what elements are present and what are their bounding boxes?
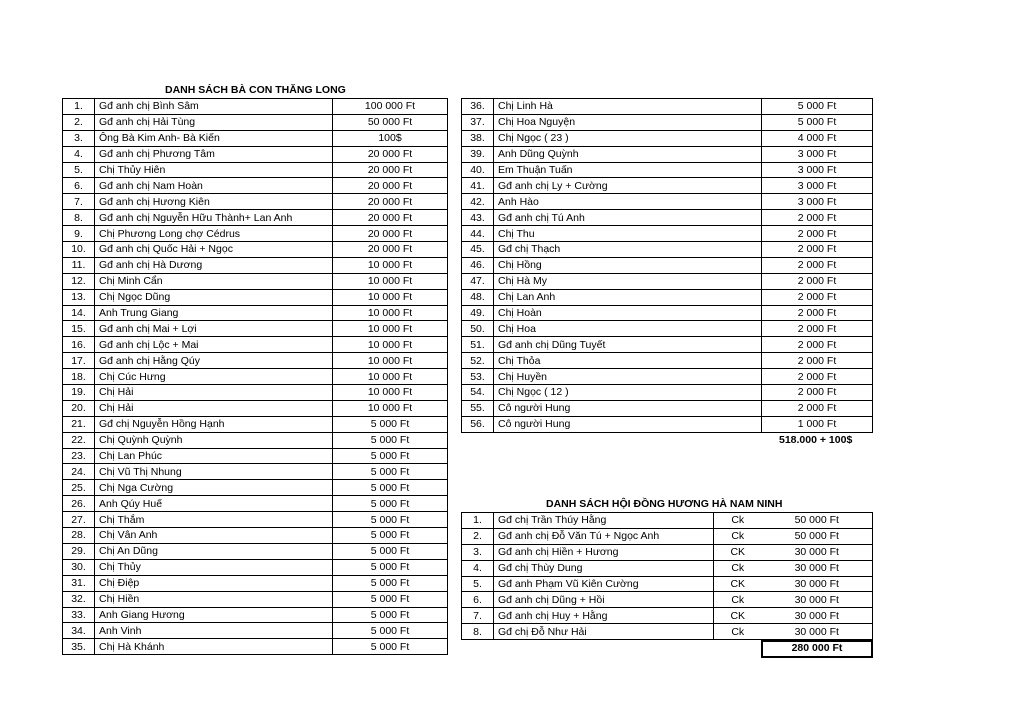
donor-name: Gđ anh chị Nam Hoàn: [95, 178, 333, 194]
table-row: [63, 591, 448, 607]
table-row: [462, 544, 873, 560]
table-row: [462, 608, 873, 624]
donation-amount: 3 000 Ft: [762, 178, 873, 194]
row-number: 12.: [63, 273, 95, 289]
donor-name: Anh Giang Hương: [95, 607, 333, 623]
payment-method: CK: [714, 576, 762, 592]
donation-amount: 3 000 Ft: [762, 194, 873, 210]
table-row: [63, 273, 448, 289]
donor-name: Gđ anh chị Đỗ Văn Tú + Ngọc Anh: [494, 528, 714, 544]
table-row: [63, 321, 448, 337]
table-row: [462, 528, 873, 544]
table-row: [63, 162, 448, 178]
table-row: [462, 305, 873, 321]
row-number: 41.: [462, 178, 494, 194]
donation-amount: 10 000 Ft: [333, 257, 448, 273]
table-row: [462, 353, 873, 369]
donation-amount: 10 000 Ft: [333, 321, 448, 337]
payment-method: Ck: [714, 592, 762, 608]
row-number: 21.: [63, 416, 95, 432]
donation-amount: 2 000 Ft: [762, 385, 873, 401]
donation-amount: 5 000 Ft: [333, 432, 448, 448]
donor-name: Chị Huyền: [494, 369, 762, 385]
donor-name: Gđ chị Nguyễn Hồng Hạnh: [95, 416, 333, 432]
donation-amount: 10 000 Ft: [333, 385, 448, 401]
row-number: 27.: [63, 512, 95, 528]
row-number: 48.: [462, 289, 494, 305]
total-thang-long: 518.000 + 100$: [779, 434, 853, 446]
row-number: 34.: [63, 623, 95, 639]
table-row: [63, 528, 448, 544]
row-number: 25.: [63, 480, 95, 496]
donor-name: Anh Dũng Quỳnh: [494, 146, 762, 162]
table-row: [63, 607, 448, 623]
donation-amount: 5 000 Ft: [333, 559, 448, 575]
donation-amount: 5 000 Ft: [333, 448, 448, 464]
row-number: 3.: [63, 130, 95, 146]
table-row: [462, 162, 873, 178]
donation-amount: 50 000 Ft: [762, 528, 873, 544]
row-number: 51.: [462, 337, 494, 353]
table-row: [462, 257, 873, 273]
table-row: [63, 226, 448, 242]
donor-name: Gđ chị Thạch: [494, 242, 762, 258]
table-row: [63, 210, 448, 226]
donation-amount: 5 000 Ft: [333, 575, 448, 591]
donation-amount: 10 000 Ft: [333, 289, 448, 305]
row-number: 49.: [462, 305, 494, 321]
table-row: [63, 178, 448, 194]
donation-amount: 4 000 Ft: [762, 130, 873, 146]
row-number: 38.: [462, 130, 494, 146]
row-number: 6.: [462, 592, 494, 608]
donation-amount: 2 000 Ft: [762, 369, 873, 385]
donation-amount: 2 000 Ft: [762, 257, 873, 273]
donor-name: Chị Hà My: [494, 273, 762, 289]
row-number: 8.: [462, 624, 494, 640]
donation-amount: 50 000 Ft: [333, 114, 448, 130]
donation-amount: 10 000 Ft: [333, 337, 448, 353]
donor-name: Gđ anh chị Hằng Qúy: [95, 353, 333, 369]
donor-name: Chị Ngọc Dũng: [95, 289, 333, 305]
table-row: [462, 130, 873, 146]
donor-name: Chị Vũ Thị Nhung: [95, 464, 333, 480]
donor-name: Gđ anh chị Hiền + Hương: [494, 544, 714, 560]
table-row: [63, 353, 448, 369]
donor-name: Em Thuận Tuấn: [494, 162, 762, 178]
donor-name: Gđ anh chị Huy + Hằng: [494, 608, 714, 624]
donation-amount: 2 000 Ft: [762, 400, 873, 416]
donor-name: Chị Hải: [95, 385, 333, 401]
donor-name: Chị Thu: [494, 226, 762, 242]
table-row: [462, 321, 873, 337]
donation-amount: 10 000 Ft: [333, 369, 448, 385]
donation-amount: 2 000 Ft: [762, 305, 873, 321]
row-number: 28.: [63, 528, 95, 544]
payment-method: CK: [714, 608, 762, 624]
row-number: 42.: [462, 194, 494, 210]
donor-name: Gđ anh chị Hải Tùng: [95, 114, 333, 130]
row-number: 55.: [462, 400, 494, 416]
donation-amount: 2 000 Ft: [762, 353, 873, 369]
donor-name: Chị Nga Cường: [95, 480, 333, 496]
donor-name: Chị Thắm: [95, 512, 333, 528]
table-row: [63, 464, 448, 480]
table-row: [63, 416, 448, 432]
table-row: [63, 385, 448, 401]
row-number: 1.: [462, 513, 494, 529]
donation-amount: 1 000 Ft: [762, 416, 873, 432]
row-number: 30.: [63, 559, 95, 575]
donation-amount: 5 000 Ft: [333, 480, 448, 496]
donation-amount: 10 000 Ft: [333, 353, 448, 369]
donor-name: Chị Minh Cẩn: [95, 273, 333, 289]
row-number: 8.: [63, 210, 95, 226]
donor-name: Chị Ngọc ( 23 ): [494, 130, 762, 146]
donation-amount: 30 000 Ft: [762, 592, 873, 608]
donation-amount: 2 000 Ft: [762, 210, 873, 226]
table-row: [63, 496, 448, 512]
table-row: [63, 512, 448, 528]
table-row: [462, 99, 873, 115]
row-number: 7.: [462, 608, 494, 624]
donor-table-thang-long-part2: [461, 98, 873, 433]
list-title-ha-nam-ninh: DANH SÁCH HỘI ĐỒNG HƯƠNG HÀ NAM NINH: [546, 498, 783, 510]
table-row: [462, 385, 873, 401]
row-number: 39.: [462, 146, 494, 162]
donation-amount: 100 000 Ft: [333, 99, 448, 115]
row-number: 20.: [63, 400, 95, 416]
row-number: 45.: [462, 242, 494, 258]
payment-method: CK: [714, 544, 762, 560]
donation-amount: 5 000 Ft: [762, 114, 873, 130]
donor-name: Chị An Dũng: [95, 543, 333, 559]
donor-name: Chị Ngọc ( 12 ): [494, 385, 762, 401]
table-row: [462, 226, 873, 242]
donation-amount: 20 000 Ft: [333, 242, 448, 258]
donor-name: Anh Vinh: [95, 623, 333, 639]
row-number: 17.: [63, 353, 95, 369]
table-row: [462, 242, 873, 258]
table-row: [63, 432, 448, 448]
list-title-thang-long: DANH SÁCH BÀ CON THĂNG LONG: [165, 84, 346, 96]
total-ha-nam-ninh: 280 000 Ft: [761, 640, 873, 658]
table-row: [63, 639, 448, 655]
donor-name: Anh Trung Giang: [95, 305, 333, 321]
donor-name: Gđ chị Trần Thúy Hằng: [494, 513, 714, 529]
row-number: 2.: [462, 528, 494, 544]
donor-name: Gđ anh chị Ly + Cường: [494, 178, 762, 194]
table-row: [63, 623, 448, 639]
donation-amount: 100$: [333, 130, 448, 146]
table-row: [462, 146, 873, 162]
row-number: 50.: [462, 321, 494, 337]
row-number: 10.: [63, 242, 95, 258]
donor-name: Gđ chị Thùy Dung: [494, 560, 714, 576]
donor-table-ha-nam-ninh: [461, 512, 873, 640]
table-row: [63, 257, 448, 273]
donation-amount: 2 000 Ft: [762, 289, 873, 305]
table-row: [462, 592, 873, 608]
donation-amount: 20 000 Ft: [333, 194, 448, 210]
row-number: 4.: [63, 146, 95, 162]
donor-name: Gđ anh chị Dũng + Hồi: [494, 592, 714, 608]
row-number: 56.: [462, 416, 494, 432]
payment-method: Ck: [714, 513, 762, 529]
donor-name: Gđ anh chị Phương Tâm: [95, 146, 333, 162]
table-row: [462, 289, 873, 305]
row-number: 14.: [63, 305, 95, 321]
donation-amount: 5 000 Ft: [333, 543, 448, 559]
table-row: [63, 146, 448, 162]
donation-amount: 5 000 Ft: [762, 99, 873, 115]
table-row: [63, 242, 448, 258]
row-number: 35.: [63, 639, 95, 655]
donor-name: Chị Thỏa: [494, 353, 762, 369]
donor-name: Chị Hoa Nguyện: [494, 114, 762, 130]
row-number: 36.: [462, 99, 494, 115]
table-row: [462, 273, 873, 289]
table-row: [63, 99, 448, 115]
donation-amount: 2 000 Ft: [762, 226, 873, 242]
donation-amount: 20 000 Ft: [333, 226, 448, 242]
donation-amount: 5 000 Ft: [333, 639, 448, 655]
donation-amount: 5 000 Ft: [333, 464, 448, 480]
row-number: 54.: [462, 385, 494, 401]
table-row: [462, 178, 873, 194]
row-number: 16.: [63, 337, 95, 353]
row-number: 29.: [63, 543, 95, 559]
table-row: [63, 448, 448, 464]
row-number: 32.: [63, 591, 95, 607]
table-row: [462, 114, 873, 130]
donor-table-thang-long-part1: [62, 98, 448, 655]
donor-name: Chị Hoa: [494, 321, 762, 337]
donor-name: Anh Hào: [494, 194, 762, 210]
donor-name: Gđ anh chị Tú Anh: [494, 210, 762, 226]
donation-amount: 5 000 Ft: [333, 512, 448, 528]
donation-amount: 2 000 Ft: [762, 337, 873, 353]
table-row: [462, 624, 873, 640]
donor-name: Chị Linh Hà: [494, 99, 762, 115]
row-number: 22.: [63, 432, 95, 448]
payment-method: Ck: [714, 624, 762, 640]
table-row: [63, 305, 448, 321]
donor-name: Ông Bà Kim Anh- Bà Kiến: [95, 130, 333, 146]
row-number: 19.: [63, 385, 95, 401]
donation-amount: 10 000 Ft: [333, 273, 448, 289]
payment-method: Ck: [714, 560, 762, 576]
row-number: 3.: [462, 544, 494, 560]
row-number: 5.: [462, 576, 494, 592]
table-row: [462, 513, 873, 529]
donor-name: Chị Hiền: [95, 591, 333, 607]
donation-amount: 20 000 Ft: [333, 178, 448, 194]
table-row: [63, 543, 448, 559]
donation-amount: 3 000 Ft: [762, 162, 873, 178]
donor-name: Gđ anh chị Bình Sâm: [95, 99, 333, 115]
table-row: [63, 114, 448, 130]
row-number: 40.: [462, 162, 494, 178]
row-number: 18.: [63, 369, 95, 385]
table-row: [63, 480, 448, 496]
table-row: [462, 560, 873, 576]
donor-name: Chị Lan Anh: [494, 289, 762, 305]
row-number: 53.: [462, 369, 494, 385]
row-number: 31.: [63, 575, 95, 591]
donation-amount: 20 000 Ft: [333, 162, 448, 178]
table-row: [462, 369, 873, 385]
donation-amount: 2 000 Ft: [762, 273, 873, 289]
donation-amount: 30 000 Ft: [762, 576, 873, 592]
donor-name: Cô người Hung: [494, 416, 762, 432]
donor-name: Gđ chị Đỗ Như Hải: [494, 624, 714, 640]
donation-amount: 50 000 Ft: [762, 513, 873, 529]
row-number: 7.: [63, 194, 95, 210]
row-number: 1.: [63, 99, 95, 115]
row-number: 11.: [63, 257, 95, 273]
row-number: 9.: [63, 226, 95, 242]
row-number: 47.: [462, 273, 494, 289]
table-row: [63, 194, 448, 210]
table-row: [63, 337, 448, 353]
donor-name: Chị Vân Anh: [95, 528, 333, 544]
table-row: [63, 130, 448, 146]
row-number: 43.: [462, 210, 494, 226]
donor-name: Chị Điệp: [95, 575, 333, 591]
donation-amount: 5 000 Ft: [333, 416, 448, 432]
donation-amount: 20 000 Ft: [333, 210, 448, 226]
donation-amount: 2 000 Ft: [762, 321, 873, 337]
row-number: 15.: [63, 321, 95, 337]
donation-amount: 5 000 Ft: [333, 623, 448, 639]
donation-amount: 30 000 Ft: [762, 608, 873, 624]
donation-amount: 20 000 Ft: [333, 146, 448, 162]
donor-name: Gđ anh chị Lộc + Mai: [95, 337, 333, 353]
table-row: [63, 575, 448, 591]
donation-amount: 3 000 Ft: [762, 146, 873, 162]
row-number: 5.: [63, 162, 95, 178]
table-row: [63, 559, 448, 575]
donor-name: Chị Hà Khánh: [95, 639, 333, 655]
donation-amount: 5 000 Ft: [333, 528, 448, 544]
donor-name: Chị Quỳnh Quỳnh: [95, 432, 333, 448]
donor-name: Gđ anh chị Mai + Lợi: [95, 321, 333, 337]
donor-name: Chị Hoàn: [494, 305, 762, 321]
donor-name: Gđ anh chị Hà Dương: [95, 257, 333, 273]
donor-name: Chị Thủy Hiên: [95, 162, 333, 178]
donor-name: Anh Qúy Huế: [95, 496, 333, 512]
row-number: 52.: [462, 353, 494, 369]
table-row: [63, 369, 448, 385]
table-row: [63, 289, 448, 305]
table-row: [462, 576, 873, 592]
donation-amount: 30 000 Ft: [762, 544, 873, 560]
donation-amount: 10 000 Ft: [333, 305, 448, 321]
donation-amount: 10 000 Ft: [333, 400, 448, 416]
donor-name: Gđ anh Phạm Vũ Kiên Cường: [494, 576, 714, 592]
donor-name: Chị Cúc Hưng: [95, 369, 333, 385]
row-number: 33.: [63, 607, 95, 623]
donor-name: Cô người Hung: [494, 400, 762, 416]
table-row: [63, 400, 448, 416]
row-number: 37.: [462, 114, 494, 130]
row-number: 4.: [462, 560, 494, 576]
donor-name: Chị Lan Phúc: [95, 448, 333, 464]
donation-amount: 5 000 Ft: [333, 591, 448, 607]
donation-amount: 30 000 Ft: [762, 624, 873, 640]
donation-amount: 30 000 Ft: [762, 560, 873, 576]
payment-method: Ck: [714, 528, 762, 544]
donor-name: Chị Thủy: [95, 559, 333, 575]
table-row: [462, 416, 873, 432]
donation-amount: 5 000 Ft: [333, 607, 448, 623]
row-number: 24.: [63, 464, 95, 480]
donor-name: Chị Hồng: [494, 257, 762, 273]
row-number: 6.: [63, 178, 95, 194]
table-row: [462, 210, 873, 226]
table-row: [462, 400, 873, 416]
row-number: 13.: [63, 289, 95, 305]
row-number: 23.: [63, 448, 95, 464]
row-number: 46.: [462, 257, 494, 273]
row-number: 26.: [63, 496, 95, 512]
table-row: [462, 194, 873, 210]
donation-amount: 2 000 Ft: [762, 242, 873, 258]
donor-name: Gđ anh chị Nguyễn Hữu Thành+ Lan Anh: [95, 210, 333, 226]
table-row: [462, 337, 873, 353]
row-number: 2.: [63, 114, 95, 130]
donor-name: Chị Hải: [95, 400, 333, 416]
donor-name: Chị Phương Long chợ Cédrus: [95, 226, 333, 242]
donor-name: Gđ anh chị Quốc Hải + Ngọc: [95, 242, 333, 258]
donation-amount: 5 000 Ft: [333, 496, 448, 512]
donor-name: Gđ anh chị Dũng Tuyết: [494, 337, 762, 353]
row-number: 44.: [462, 226, 494, 242]
donor-name: Gđ anh chị Hương Kiên: [95, 194, 333, 210]
